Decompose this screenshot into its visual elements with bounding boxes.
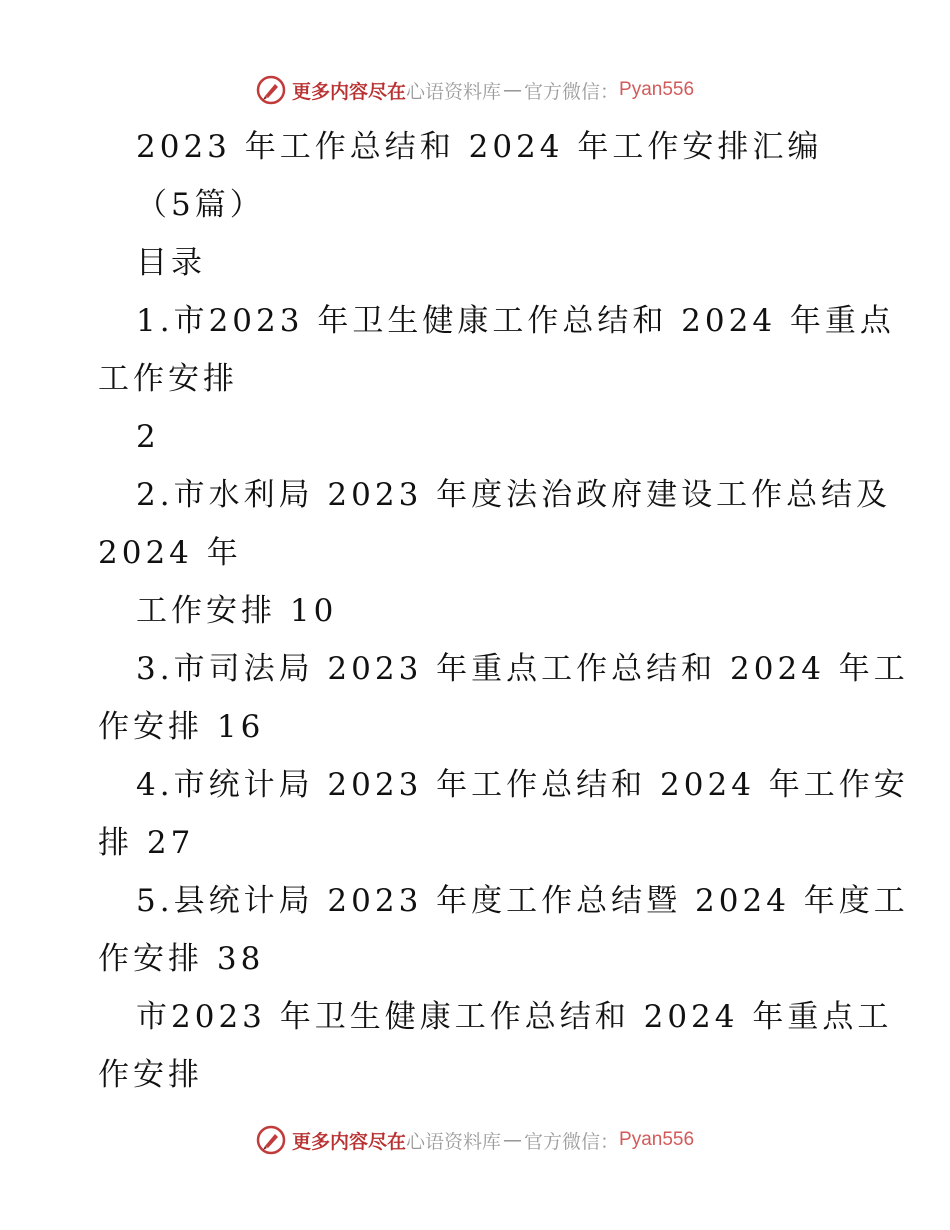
watermark-separator: — (503, 79, 522, 101)
document-title: 2023 年工作总结和 2024 年工作安排汇编 (136, 129, 823, 165)
pen-nib-logo-icon (256, 1125, 286, 1155)
toc-item-1: 1.市2023 年卫生健康工作总结和 2024 年重点 (136, 303, 895, 339)
watermark-banner-top (0, 70, 950, 110)
document-subtitle: （5篇） (136, 187, 265, 223)
toc-item-3: 3.市司法局 2023 年重点工作总结和 2024 年工 (136, 651, 909, 687)
section-title: 市2023 年卫生健康工作总结和 2024 年重点工 (136, 999, 893, 1035)
toc-item-5: 5.县统计局 2023 年度工作总结暨 2024 年度工 (136, 883, 909, 919)
toc-item-2: 2.市水利局 2023 年度法治政府建设工作总结及 (136, 477, 892, 513)
document-body (98, 118, 909, 1104)
section-title-continued: 作安排 (98, 1057, 203, 1093)
toc-item-1-continued: 工作安排 (98, 361, 238, 397)
watermark-separator: — (503, 1129, 522, 1151)
toc-heading: 目录 (136, 245, 206, 281)
toc-item-3-continued: 作安排 16 (98, 709, 265, 745)
toc-item-4-continued: 排 27 (98, 825, 195, 861)
toc-item-5-continued: 作安排 38 (98, 941, 265, 977)
watermark-wechat-label: 官方微信： (524, 1130, 620, 1153)
watermark-banner-bottom (0, 1120, 950, 1160)
watermark-wechat-id: Pyan556 (619, 1129, 695, 1150)
toc-item-2-continued-page: 工作安排 10 (136, 593, 338, 629)
pen-nib-logo-icon (256, 75, 286, 105)
watermark-wechat-label: 官方微信： (524, 80, 620, 103)
watermark-brand-name: 心语资料库 (405, 1130, 501, 1153)
watermark-brand-prefix: 更多内容尽在 (291, 80, 406, 103)
watermark-brand-prefix: 更多内容尽在 (291, 1130, 406, 1153)
toc-item-4: 4.市统计局 2023 年工作总结和 2024 年工作安 (136, 767, 909, 803)
toc-item-2-continued: 2024 年 (98, 535, 242, 571)
toc-item-1-page: 2 (136, 419, 160, 455)
watermark-wechat-id: Pyan556 (619, 79, 695, 100)
watermark-brand-name: 心语资料库 (405, 80, 501, 103)
